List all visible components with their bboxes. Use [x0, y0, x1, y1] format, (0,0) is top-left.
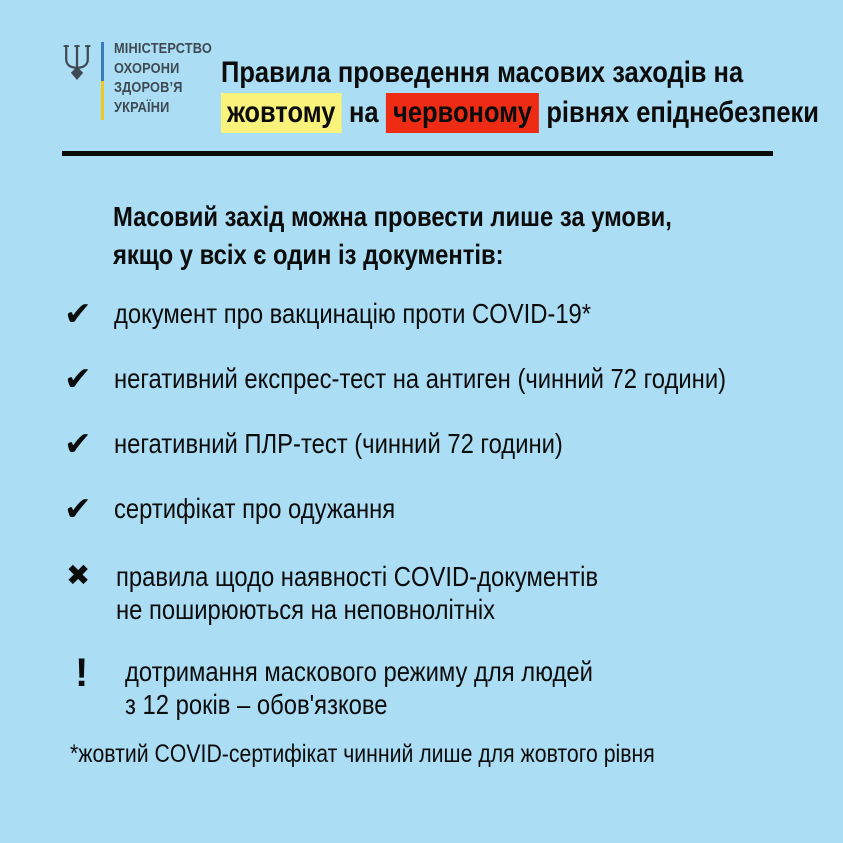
- list-item: [64, 492, 445, 526]
- trident-icon: [62, 42, 92, 82]
- list-item-text: [114, 362, 726, 395]
- title-connector: на: [349, 96, 379, 129]
- list-item-line: сертифікат про одужання: [114, 493, 396, 524]
- list-item-line: правила щодо наявності COVID-документів: [116, 561, 599, 592]
- ministry-name-line: ОХОРОНИ: [114, 60, 180, 77]
- list-item: [64, 297, 675, 331]
- header-divider: [62, 151, 773, 156]
- title-line-1: Правила проведення масових заходів на: [221, 56, 744, 89]
- yellow-level-highlight: жовтому: [221, 93, 341, 133]
- ministry-logo: [62, 40, 225, 120]
- intro-line-2: якщо у всіх є один із документів:: [113, 239, 504, 270]
- list-item-line: документ про вакцинацію проти COVID-19*: [114, 298, 592, 329]
- footnote: *жовтий COVID-сертифікат чинний лише для жовтого рівня: [70, 740, 655, 768]
- list-item: [64, 651, 676, 721]
- intro-line-1: Масовий захід можна провести лише за умови,: [113, 201, 672, 232]
- list-item-line: не поширюються на неповнолітніх: [116, 594, 496, 625]
- list-item: [64, 427, 642, 461]
- list-item-text: [114, 492, 395, 525]
- list-item-text: [125, 655, 593, 721]
- check-icon: ✔: [64, 360, 92, 397]
- list-item-text: [114, 427, 563, 460]
- check-icon: ✔: [64, 425, 92, 462]
- page-title: [221, 54, 819, 132]
- cross-icon: ✖: [66, 560, 91, 592]
- exclamation-icon: !: [75, 651, 89, 695]
- ministry-name-line: МІНІСТЕРСТВО: [114, 41, 212, 57]
- check-icon: ✔: [64, 490, 92, 527]
- ministry-name-line: УКРАЇНИ: [114, 99, 170, 116]
- ministry-name-line: ЗДОРОВ’Я: [114, 80, 183, 96]
- list-item: [64, 362, 834, 396]
- list-item-line: з 12 років – обов'язкове: [125, 689, 388, 720]
- list-item-text: [116, 560, 598, 626]
- ministry-name: [114, 40, 212, 118]
- list-item-line: негативний експрес-тест на антиген (чинний 72 години): [114, 363, 727, 394]
- list-item-line: дотримання маскового режиму для людей: [125, 656, 593, 687]
- list-item: [64, 560, 683, 626]
- intro-heading: [113, 198, 672, 274]
- list-item-text: [114, 297, 591, 330]
- logo-divider-bar: [101, 42, 104, 120]
- check-icon: ✔: [64, 295, 92, 332]
- title-line-2-rest: рівнях епіднебезпеки: [546, 96, 819, 129]
- red-level-highlight: червоному: [386, 93, 538, 133]
- title-line-2: [221, 94, 819, 132]
- list-item-line: негативний ПЛР-тест (чинний 72 години): [114, 428, 563, 459]
